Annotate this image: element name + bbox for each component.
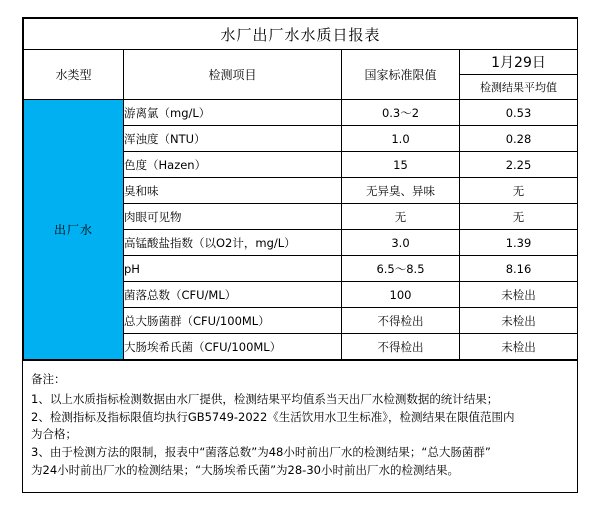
note-line-4: 3、由于检测方法的限制，报表中“菌落总数”为48小时前出厂水的检测结果；“总大肠菌群” (31, 445, 491, 460)
test-item-label: 游离氯（mg/L） (124, 100, 342, 126)
result-average-value: 无 (460, 178, 578, 204)
test-item-label: 肉眼可见物 (124, 204, 342, 230)
result-average-value: 未检出 (460, 334, 578, 360)
national-limit-value: 0.3～2 (342, 100, 460, 126)
category-cell-outlet-water: 出厂水 (24, 100, 124, 360)
table-title-row (24, 19, 578, 50)
notes-heading: 备注： (31, 372, 66, 386)
water-quality-table (23, 18, 578, 360)
national-limit-value: 100 (342, 282, 460, 308)
column-header-result-average: 检测结果平均值 (460, 75, 578, 100)
report-sheet (22, 17, 578, 493)
table-row (24, 100, 578, 126)
result-average-value: 1.39 (460, 230, 578, 256)
result-average-value: 未检出 (460, 308, 578, 334)
note-line-2: 2、检测指标及指标限值均执行GB5749-2022《生活饮用水卫生标准》，检测结果在限值范围内 (31, 409, 515, 424)
national-limit-value: 不得检出 (342, 308, 460, 334)
national-limit-value: 3.0 (342, 230, 460, 256)
page-title: 水厂出厂水水质日报表 (24, 19, 578, 50)
national-limit-value: 15 (342, 152, 460, 178)
note-line-5: 为24小时前出厂水的检测结果；“大肠埃希氏菌”为28-30小时前出厂水的检测结果。 (31, 463, 459, 478)
test-item-label: 总大肠菌群（CFU/100ML） (124, 308, 342, 334)
national-limit-value: 不得检出 (342, 334, 460, 360)
column-header-water-type: 水类型 (24, 50, 124, 100)
result-average-value: 未检出 (460, 282, 578, 308)
test-item-label: 浑浊度（NTU） (124, 126, 342, 152)
note-line-3: 为合格； (31, 427, 77, 442)
column-header-national-limit: 国家标准限值 (342, 50, 460, 100)
national-limit-value: 无 (342, 204, 460, 230)
result-average-value: 2.25 (460, 152, 578, 178)
test-item-label: 高锰酸盐指数（以O2计，mg/L） (124, 230, 342, 256)
national-limit-value: 1.0 (342, 126, 460, 152)
test-item-label: 大肠埃希氏菌（CFU/100ML） (124, 334, 342, 360)
test-item-label: 菌落总数（CFU/ML） (124, 282, 342, 308)
result-average-value: 0.28 (460, 126, 578, 152)
column-header-date: 1月29日 (460, 50, 578, 75)
test-item-label: pH (124, 256, 342, 282)
note-line-1: 1、以上水质指标检测数据由水厂提供，检测结果平均值系当天出厂水检测数据的统计结果； (31, 391, 499, 406)
test-item-label: 臭和味 (124, 178, 342, 204)
result-average-value: 8.16 (460, 256, 578, 282)
table-header-row-1 (24, 50, 578, 75)
result-average-value: 0.53 (460, 100, 578, 126)
result-average-value: 无 (460, 204, 578, 230)
test-item-label: 色度（Hazen） (124, 152, 342, 178)
column-header-test-item: 检测项目 (124, 50, 342, 100)
national-limit-value: 无异臭、异味 (342, 178, 460, 204)
notes-section (23, 360, 577, 492)
national-limit-value: 6.5～8.5 (342, 256, 460, 282)
